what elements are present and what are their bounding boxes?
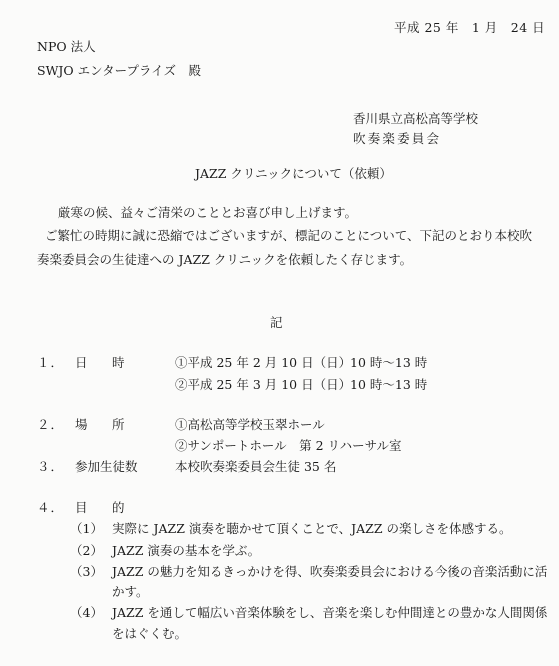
item-number-datetime: １． <box>37 355 65 370</box>
item-label-purpose-1: 目 <box>75 500 88 515</box>
purpose-text-2: JAZZ 演奏の基本を学ぶ。 <box>112 543 261 558</box>
item-label-datetime-1: 日 <box>75 355 88 370</box>
purpose-text-3-cont: かす。 <box>112 584 149 599</box>
item-number-participants: ３． <box>37 459 65 474</box>
datetime-time-1: 10 時～13 時 <box>350 355 428 370</box>
body-line-1: ご繁忙の時期に誠に恐縮ではございますが、標記のことについて、下記のとおり本校吹 <box>45 228 533 243</box>
item-number-purpose: ４． <box>37 500 65 515</box>
datetime-date-2: ②平成 25 年 3 月 10 日（日） <box>175 377 352 392</box>
document-date: 平成 25 年 1 月 24 日 <box>394 20 546 35</box>
purpose-number-4: （4） <box>70 605 103 620</box>
item-number-place: ２． <box>37 417 65 432</box>
purpose-number-2: （2） <box>70 543 103 558</box>
item-label-participants: 参加生徒数 <box>75 459 138 474</box>
item-label-datetime-2: 時 <box>112 355 125 370</box>
recipient-name: SWJO エンタープライズ 殿 <box>37 63 202 78</box>
purpose-text-4: JAZZ を通して幅広い音楽体験をし、音楽を楽しむ仲間達との豊かな人間関係 <box>112 605 548 620</box>
item-label-place-1: 場 <box>75 417 88 432</box>
subject-heading: JAZZ クリニックについて（依頼） <box>195 166 392 181</box>
datetime-date-1: ①平成 25 年 2 月 10 日（日） <box>175 355 352 370</box>
purpose-number-1: （1） <box>70 521 103 536</box>
item-label-purpose-2: 的 <box>112 500 125 515</box>
place-entry-2: ②サンポートホール 第 2 リハーサル室 <box>175 438 402 453</box>
place-entry-1: ①高松高等学校玉翠ホール <box>175 417 325 432</box>
participants-value: 本校吹奏楽委員会生徒 35 名 <box>175 459 337 474</box>
purpose-text-4-cont: をはぐくむ。 <box>112 626 188 641</box>
item-label-place-2: 所 <box>112 417 125 432</box>
sender-school: 香川県立高松高等学校 <box>353 111 479 126</box>
datetime-time-2: 10 時～13 時 <box>350 377 428 392</box>
body-line-2: 奏楽委員会の生徒達への JAZZ クリニックを依頼したく存じます。 <box>37 252 413 267</box>
ki-heading: 記 <box>270 315 283 330</box>
greeting-line: 厳寒の候、益々ご清栄のこととお喜び申し上げます。 <box>58 205 358 220</box>
recipient-organization: NPO 法人 <box>37 39 96 54</box>
sender-committee: 吹奏楽委員会 <box>353 131 442 146</box>
purpose-text-3: JAZZ の魅力を知るきっかけを得、吹奏楽委員会における今後の音楽活動に活 <box>112 564 548 579</box>
purpose-text-1: 実際に JAZZ 演奏を聴かせて頂くことで、JAZZ の楽しさを体感する。 <box>112 521 512 536</box>
purpose-number-3: （3） <box>70 564 103 579</box>
